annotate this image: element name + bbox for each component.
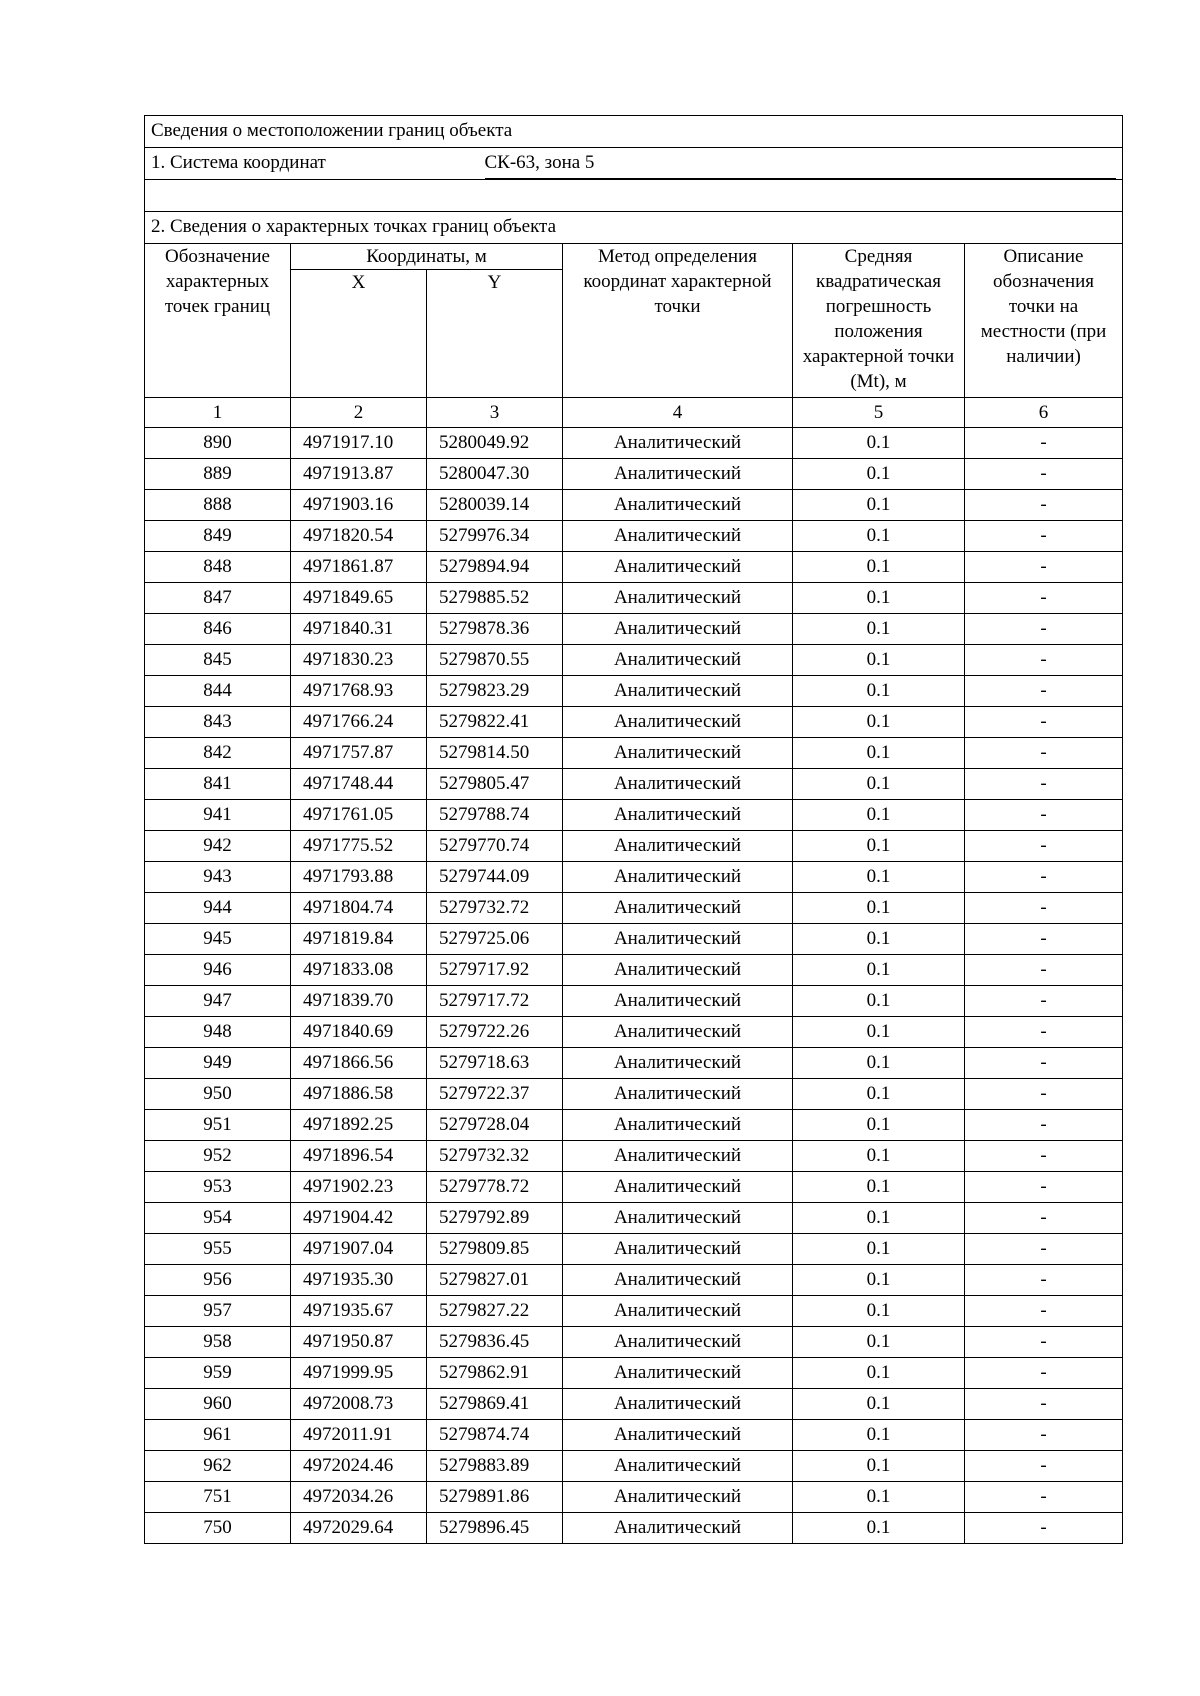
cell-point-id: 943: [145, 862, 291, 893]
cell-mt: 0.1: [793, 924, 965, 955]
cell-description: -: [965, 707, 1123, 738]
cell-mt: 0.1: [793, 1451, 965, 1482]
cell-y: 5279725.06: [427, 924, 563, 955]
table-row: [145, 1110, 1123, 1141]
cell-mt: 0.1: [793, 1172, 965, 1203]
cell-point-id: 945: [145, 924, 291, 955]
cell-description: -: [965, 1017, 1123, 1048]
cell-description: -: [965, 924, 1123, 955]
cell-y: 5279878.36: [427, 614, 563, 645]
header-designation: Обозначение характерных точек границ: [145, 244, 291, 398]
cell-method: Аналитический: [563, 1141, 793, 1172]
cell-method: Аналитический: [563, 1079, 793, 1110]
coord-system-value-text: СК-63, зона 5: [485, 148, 1117, 179]
cell-y: 5279822.41: [427, 707, 563, 738]
boundary-points-table: [144, 115, 1123, 1544]
cell-description: -: [965, 955, 1123, 986]
cell-point-id: 846: [145, 614, 291, 645]
cell-mt: 0.1: [793, 1513, 965, 1544]
cell-mt: 0.1: [793, 428, 965, 459]
cell-mt: 0.1: [793, 800, 965, 831]
cell-y: 5279823.29: [427, 676, 563, 707]
cell-method: Аналитический: [563, 769, 793, 800]
cell-y: 5279885.52: [427, 583, 563, 614]
cell-x: 4971830.23: [291, 645, 427, 676]
cell-method: Аналитический: [563, 459, 793, 490]
cell-mt: 0.1: [793, 552, 965, 583]
column-number: 2: [291, 398, 427, 428]
cell-mt: 0.1: [793, 1265, 965, 1296]
table-row: [145, 1389, 1123, 1420]
cell-point-id: 942: [145, 831, 291, 862]
cell-description: -: [965, 1451, 1123, 1482]
cell-y: 5279827.01: [427, 1265, 563, 1296]
table-row: [145, 1141, 1123, 1172]
cell-description: -: [965, 1079, 1123, 1110]
cell-mt: 0.1: [793, 490, 965, 521]
column-number: 1: [145, 398, 291, 428]
cell-description: -: [965, 1265, 1123, 1296]
table-row: [145, 800, 1123, 831]
header-error: Средняя квадратическая погрешность положения характерной точки (Mt), м: [793, 244, 965, 398]
cell-description: -: [965, 738, 1123, 769]
table-row: [145, 1172, 1123, 1203]
cell-x: 4971839.70: [291, 986, 427, 1017]
column-number: 6: [965, 398, 1123, 428]
cell-mt: 0.1: [793, 676, 965, 707]
cell-point-id: 842: [145, 738, 291, 769]
cell-point-id: 961: [145, 1420, 291, 1451]
cell-method: Аналитический: [563, 1513, 793, 1544]
cell-mt: 0.1: [793, 1110, 965, 1141]
cell-x: 4972034.26: [291, 1482, 427, 1513]
cell-description: -: [965, 490, 1123, 521]
cell-description: -: [965, 1203, 1123, 1234]
cell-description: -: [965, 800, 1123, 831]
table-row: [145, 738, 1123, 769]
section-title: Сведения о местоположении границ объекта: [145, 116, 1123, 148]
cell-mt: 0.1: [793, 1389, 965, 1420]
cell-method: Аналитический: [563, 1327, 793, 1358]
cell-description: -: [965, 645, 1123, 676]
table-row: [145, 521, 1123, 552]
cell-y: 5279805.47: [427, 769, 563, 800]
cell-x: 4971819.84: [291, 924, 427, 955]
cell-x: 4971840.69: [291, 1017, 427, 1048]
cell-description: -: [965, 1172, 1123, 1203]
cell-point-id: 941: [145, 800, 291, 831]
cell-description: -: [965, 1048, 1123, 1079]
cell-y: 5279770.74: [427, 831, 563, 862]
cell-point-id: 950: [145, 1079, 291, 1110]
cell-description: -: [965, 769, 1123, 800]
cell-mt: 0.1: [793, 521, 965, 552]
table-row: [145, 893, 1123, 924]
cell-point-id: 956: [145, 1265, 291, 1296]
table-row: [145, 769, 1123, 800]
cell-y: 5279778.72: [427, 1172, 563, 1203]
header-description: Описание обозначения точки на местности (при наличии): [965, 244, 1123, 398]
points-title: 2. Сведения о характерных точках границ объекта: [145, 212, 1123, 244]
cell-y: 5279717.72: [427, 986, 563, 1017]
cell-mt: 0.1: [793, 583, 965, 614]
cell-method: Аналитический: [563, 521, 793, 552]
cell-point-id: 958: [145, 1327, 291, 1358]
cell-x: 4971904.42: [291, 1203, 427, 1234]
cell-method: Аналитический: [563, 583, 793, 614]
table-row: [145, 1079, 1123, 1110]
cell-x: 4972008.73: [291, 1389, 427, 1420]
cell-x: 4971775.52: [291, 831, 427, 862]
cell-point-id: 960: [145, 1389, 291, 1420]
cell-method: Аналитический: [563, 1296, 793, 1327]
cell-point-id: 841: [145, 769, 291, 800]
cell-y: 5279827.22: [427, 1296, 563, 1327]
cell-y: 5279732.72: [427, 893, 563, 924]
cell-description: -: [965, 1513, 1123, 1544]
table-row: [145, 1327, 1123, 1358]
cell-description: -: [965, 1296, 1123, 1327]
cell-y: 5279874.74: [427, 1420, 563, 1451]
cell-x: 4971886.58: [291, 1079, 427, 1110]
cell-mt: 0.1: [793, 1296, 965, 1327]
table-row: [145, 645, 1123, 676]
cell-description: -: [965, 614, 1123, 645]
cell-method: Аналитический: [563, 707, 793, 738]
table-row: [145, 1048, 1123, 1079]
column-number: 5: [793, 398, 965, 428]
column-number: 4: [563, 398, 793, 428]
cell-method: Аналитический: [563, 955, 793, 986]
cell-method: Аналитический: [563, 862, 793, 893]
cell-point-id: 845: [145, 645, 291, 676]
header-x: X: [291, 270, 427, 398]
cell-mt: 0.1: [793, 1234, 965, 1265]
cell-point-id: 751: [145, 1482, 291, 1513]
cell-description: -: [965, 428, 1123, 459]
cell-y: 5279728.04: [427, 1110, 563, 1141]
table-row: [145, 955, 1123, 986]
cell-x: 4972029.64: [291, 1513, 427, 1544]
cell-mt: 0.1: [793, 1141, 965, 1172]
table-row: [145, 924, 1123, 955]
cell-description: -: [965, 552, 1123, 583]
table-row: [145, 862, 1123, 893]
cell-point-id: 953: [145, 1172, 291, 1203]
cell-method: Аналитический: [563, 893, 793, 924]
cell-mt: 0.1: [793, 893, 965, 924]
cell-y: 5279862.91: [427, 1358, 563, 1389]
cell-method: Аналитический: [563, 1110, 793, 1141]
cell-method: Аналитический: [563, 831, 793, 862]
cell-method: Аналитический: [563, 1358, 793, 1389]
cell-description: -: [965, 1327, 1123, 1358]
blank-row: [145, 180, 1123, 212]
cell-method: Аналитический: [563, 1234, 793, 1265]
coord-system-label: 1. Система координат: [145, 148, 563, 180]
cell-x: 4972011.91: [291, 1420, 427, 1451]
cell-method: Аналитический: [563, 1482, 793, 1513]
cell-mt: 0.1: [793, 955, 965, 986]
cell-point-id: 889: [145, 459, 291, 490]
cell-description: -: [965, 459, 1123, 490]
cell-y: 5279744.09: [427, 862, 563, 893]
cell-point-id: 848: [145, 552, 291, 583]
cell-point-id: 949: [145, 1048, 291, 1079]
table-row: [145, 583, 1123, 614]
cell-mt: 0.1: [793, 614, 965, 645]
cell-mt: 0.1: [793, 1203, 965, 1234]
cell-mt: 0.1: [793, 1079, 965, 1110]
cell-x: 4971861.87: [291, 552, 427, 583]
cell-mt: 0.1: [793, 1017, 965, 1048]
table-row: [145, 1017, 1123, 1048]
cell-description: -: [965, 1482, 1123, 1513]
cell-x: 4971935.67: [291, 1296, 427, 1327]
table-row: [145, 1482, 1123, 1513]
cell-description: -: [965, 1420, 1123, 1451]
table-row: [145, 459, 1123, 490]
cell-point-id: 888: [145, 490, 291, 521]
cell-description: -: [965, 676, 1123, 707]
cell-point-id: 944: [145, 893, 291, 924]
cell-method: Аналитический: [563, 1389, 793, 1420]
cell-y: 5279896.45: [427, 1513, 563, 1544]
cell-x: 4971748.44: [291, 769, 427, 800]
header-method: Метод определения координат характерной точки: [563, 244, 793, 398]
cell-x: 4971902.23: [291, 1172, 427, 1203]
cell-description: -: [965, 986, 1123, 1017]
cell-method: Аналитический: [563, 1451, 793, 1482]
cell-mt: 0.1: [793, 1327, 965, 1358]
cell-mt: 0.1: [793, 738, 965, 769]
table-row: [145, 1234, 1123, 1265]
cell-point-id: 962: [145, 1451, 291, 1482]
cell-point-id: 955: [145, 1234, 291, 1265]
cell-method: Аналитический: [563, 1172, 793, 1203]
cell-point-id: 954: [145, 1203, 291, 1234]
cell-x: 4971820.54: [291, 521, 427, 552]
cell-description: -: [965, 862, 1123, 893]
cell-x: 4971917.10: [291, 428, 427, 459]
coord-system-value: [484, 148, 1123, 180]
table-row: [145, 707, 1123, 738]
table-row: [145, 831, 1123, 862]
cell-method: Аналитический: [563, 428, 793, 459]
cell-point-id: 948: [145, 1017, 291, 1048]
cell-point-id: 951: [145, 1110, 291, 1141]
cell-mt: 0.1: [793, 1358, 965, 1389]
cell-y: 5279732.32: [427, 1141, 563, 1172]
document-page: [144, 115, 1122, 1544]
cell-method: Аналитический: [563, 800, 793, 831]
cell-x: 4971833.08: [291, 955, 427, 986]
cell-description: -: [965, 521, 1123, 552]
cell-point-id: 847: [145, 583, 291, 614]
cell-description: -: [965, 831, 1123, 862]
cell-method: Аналитический: [563, 1265, 793, 1296]
cell-description: -: [965, 893, 1123, 924]
cell-y: 5279717.92: [427, 955, 563, 986]
cell-description: -: [965, 1358, 1123, 1389]
cell-method: Аналитический: [563, 1203, 793, 1234]
cell-method: Аналитический: [563, 645, 793, 676]
table-row: [145, 1358, 1123, 1389]
cell-method: Аналитический: [563, 552, 793, 583]
cell-point-id: 843: [145, 707, 291, 738]
cell-method: Аналитический: [563, 1017, 793, 1048]
cell-y: 5279788.74: [427, 800, 563, 831]
cell-x: 4971804.74: [291, 893, 427, 924]
table-row: [145, 986, 1123, 1017]
cell-x: 4971935.30: [291, 1265, 427, 1296]
cell-mt: 0.1: [793, 1482, 965, 1513]
cell-mt: 0.1: [793, 459, 965, 490]
cell-method: Аналитический: [563, 676, 793, 707]
cell-point-id: 844: [145, 676, 291, 707]
header-y: Y: [427, 270, 563, 398]
cell-mt: 0.1: [793, 831, 965, 862]
cell-method: Аналитический: [563, 614, 793, 645]
table-row: [145, 1296, 1123, 1327]
cell-description: -: [965, 1110, 1123, 1141]
table-row: [145, 1513, 1123, 1544]
cell-method: Аналитический: [563, 490, 793, 521]
cell-mt: 0.1: [793, 986, 965, 1017]
cell-mt: 0.1: [793, 707, 965, 738]
cell-x: 4971768.93: [291, 676, 427, 707]
cell-point-id: 947: [145, 986, 291, 1017]
cell-x: 4971761.05: [291, 800, 427, 831]
cell-y: 5279891.86: [427, 1482, 563, 1513]
cell-y: 5279836.45: [427, 1327, 563, 1358]
cell-point-id: 750: [145, 1513, 291, 1544]
table-row: [145, 428, 1123, 459]
cell-y: 5279894.94: [427, 552, 563, 583]
cell-mt: 0.1: [793, 1048, 965, 1079]
cell-y: 5279792.89: [427, 1203, 563, 1234]
cell-mt: 0.1: [793, 769, 965, 800]
cell-method: Аналитический: [563, 924, 793, 955]
cell-point-id: 957: [145, 1296, 291, 1327]
cell-point-id: 946: [145, 955, 291, 986]
table-row: [145, 614, 1123, 645]
table-row: [145, 552, 1123, 583]
table-row: [145, 676, 1123, 707]
cell-method: Аналитический: [563, 986, 793, 1017]
cell-point-id: 952: [145, 1141, 291, 1172]
cell-method: Аналитический: [563, 738, 793, 769]
header-coordinates: Координаты, м: [291, 244, 563, 270]
table-row: [145, 1420, 1123, 1451]
cell-y: 5279722.37: [427, 1079, 563, 1110]
cell-x: 4972024.46: [291, 1451, 427, 1482]
table-row: [145, 1265, 1123, 1296]
cell-x: 4971840.31: [291, 614, 427, 645]
cell-x: 4971766.24: [291, 707, 427, 738]
column-number-row: [145, 398, 1123, 428]
cell-mt: 0.1: [793, 1420, 965, 1451]
cell-description: -: [965, 583, 1123, 614]
column-number: 3: [427, 398, 563, 428]
cell-y: 5279870.55: [427, 645, 563, 676]
cell-y: 5280049.92: [427, 428, 563, 459]
table-row: [145, 1451, 1123, 1482]
cell-mt: 0.1: [793, 862, 965, 893]
cell-x: 4971896.54: [291, 1141, 427, 1172]
cell-x: 4971892.25: [291, 1110, 427, 1141]
table-row: [145, 490, 1123, 521]
cell-x: 4971866.56: [291, 1048, 427, 1079]
cell-x: 4971793.88: [291, 862, 427, 893]
cell-description: -: [965, 1141, 1123, 1172]
cell-x: 4971950.87: [291, 1327, 427, 1358]
cell-x: 4971913.87: [291, 459, 427, 490]
table-row: [145, 1203, 1123, 1234]
cell-x: 4971757.87: [291, 738, 427, 769]
cell-point-id: 849: [145, 521, 291, 552]
cell-y: 5279883.89: [427, 1451, 563, 1482]
cell-x: 4971903.16: [291, 490, 427, 521]
cell-method: Аналитический: [563, 1420, 793, 1451]
cell-point-id: 890: [145, 428, 291, 459]
cell-y: 5280047.30: [427, 459, 563, 490]
cell-y: 5280039.14: [427, 490, 563, 521]
cell-y: 5279976.34: [427, 521, 563, 552]
cell-x: 4971907.04: [291, 1234, 427, 1265]
cell-x: 4971999.95: [291, 1358, 427, 1389]
cell-y: 5279718.63: [427, 1048, 563, 1079]
cell-description: -: [965, 1234, 1123, 1265]
cell-y: 5279869.41: [427, 1389, 563, 1420]
cell-y: 5279722.26: [427, 1017, 563, 1048]
cell-mt: 0.1: [793, 645, 965, 676]
cell-method: Аналитический: [563, 1048, 793, 1079]
cell-description: -: [965, 1389, 1123, 1420]
cell-y: 5279809.85: [427, 1234, 563, 1265]
cell-point-id: 959: [145, 1358, 291, 1389]
cell-y: 5279814.50: [427, 738, 563, 769]
cell-x: 4971849.65: [291, 583, 427, 614]
